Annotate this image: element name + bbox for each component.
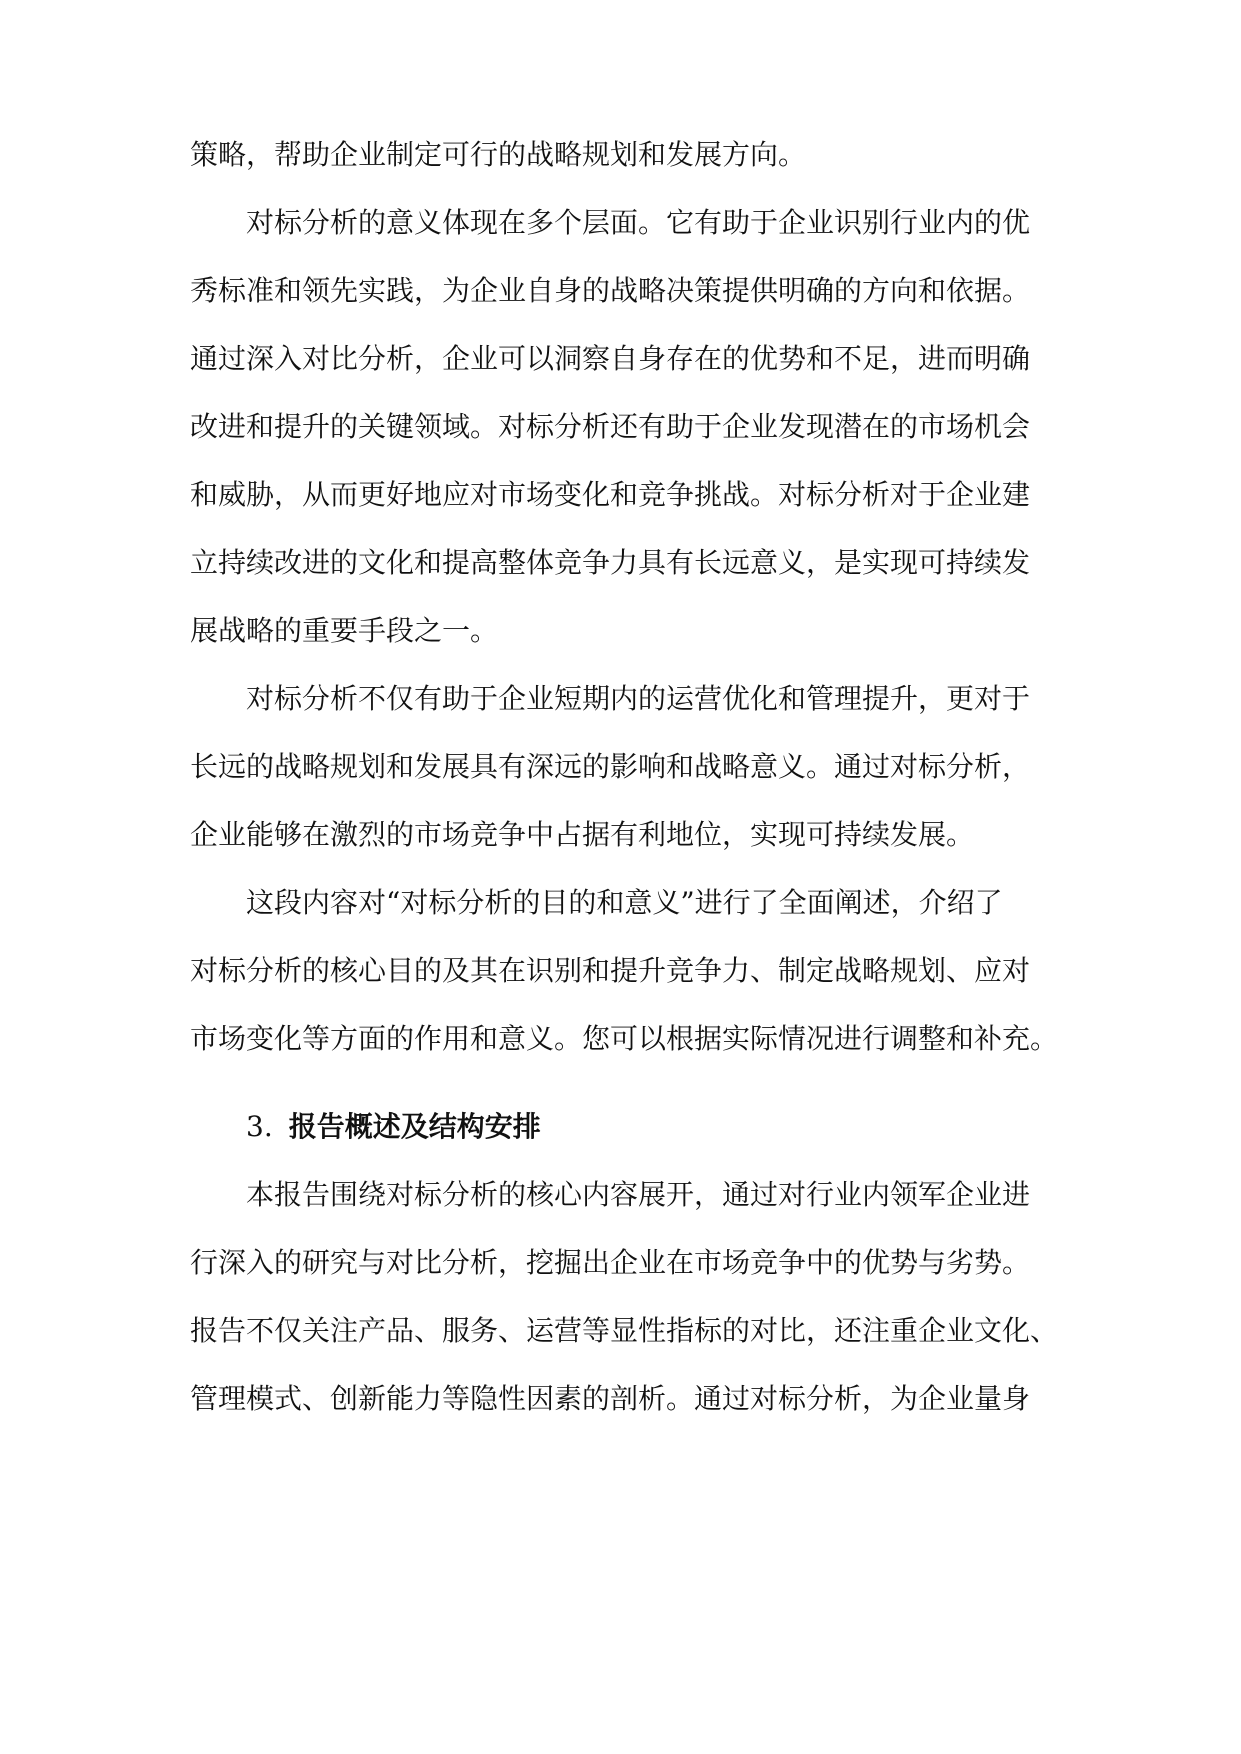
section-title: 报告概述及结构安排 bbox=[288, 1110, 541, 1143]
paragraph-b-line-5: 和威胁，从而更好地应对市场变化和竞争挑战。对标分析对于企业建 bbox=[190, 478, 1031, 511]
paragraph-a-line-1: 策略，帮助企业制定可行的战略规划和发展方向。 bbox=[190, 138, 807, 171]
paragraph-b-line-3: 通过深入对比分析，企业可以洞察自身存在的优势和不足，进而明确 bbox=[190, 342, 1031, 375]
paragraph-c-line-1: 对标分析不仅有助于企业短期内的运营优化和管理提升，更对于 bbox=[246, 682, 1031, 715]
paragraph-c-line-3: 企业能够在激烈的市场竞争中占据有利地位，实现可持续发展。 bbox=[190, 818, 975, 851]
paragraph-e-line-4: 管理模式、创新能力等隐性因素的剖析。通过对标分析，为企业量身 bbox=[190, 1382, 1031, 1415]
paragraph-e-line-3: 报告不仅关注产品、服务、运营等显性指标的对比，还注重企业文化、 bbox=[190, 1314, 1059, 1347]
section-heading bbox=[246, 1107, 541, 1147]
paragraph-b-line-7: 展战略的重要手段之一。 bbox=[190, 614, 499, 647]
paragraph-b-line-1: 对标分析的意义体现在多个层面。它有助于企业识别行业内的优 bbox=[246, 206, 1031, 239]
paragraph-d-line-2: 对标分析的核心目的及其在识别和提升竞争力、制定战略规划、应对 bbox=[190, 954, 1031, 987]
paragraph-e-line-1: 本报告围绕对标分析的核心内容展开，通过对行业内领军企业进 bbox=[246, 1178, 1031, 1211]
paragraph-b-line-6: 立持续改进的文化和提高整体竞争力具有长远意义，是实现可持续发 bbox=[190, 546, 1031, 579]
paragraph-c-line-2: 长远的战略规划和发展具有深远的影响和战略意义。通过对标分析， bbox=[190, 750, 1031, 783]
section-number: 3. bbox=[246, 1110, 273, 1143]
paragraph-b-line-4: 改进和提升的关键领域。对标分析还有助于企业发现潜在的市场机会 bbox=[190, 410, 1031, 443]
paragraph-d-line-3: 市场变化等方面的作用和意义。您可以根据实际情况进行调整和补充。 bbox=[190, 1022, 1059, 1055]
paragraph-d-line-1: 这段内容对“对标分析的目的和意义”进行了全面阐述，介绍了 bbox=[246, 886, 1003, 919]
paragraph-e-line-2: 行深入的研究与对比分析，挖掘出企业在市场竞争中的优势与劣势。 bbox=[190, 1246, 1031, 1279]
paragraph-b-line-2: 秀标准和领先实践，为企业自身的战略决策提供明确的方向和依据。 bbox=[190, 274, 1031, 307]
